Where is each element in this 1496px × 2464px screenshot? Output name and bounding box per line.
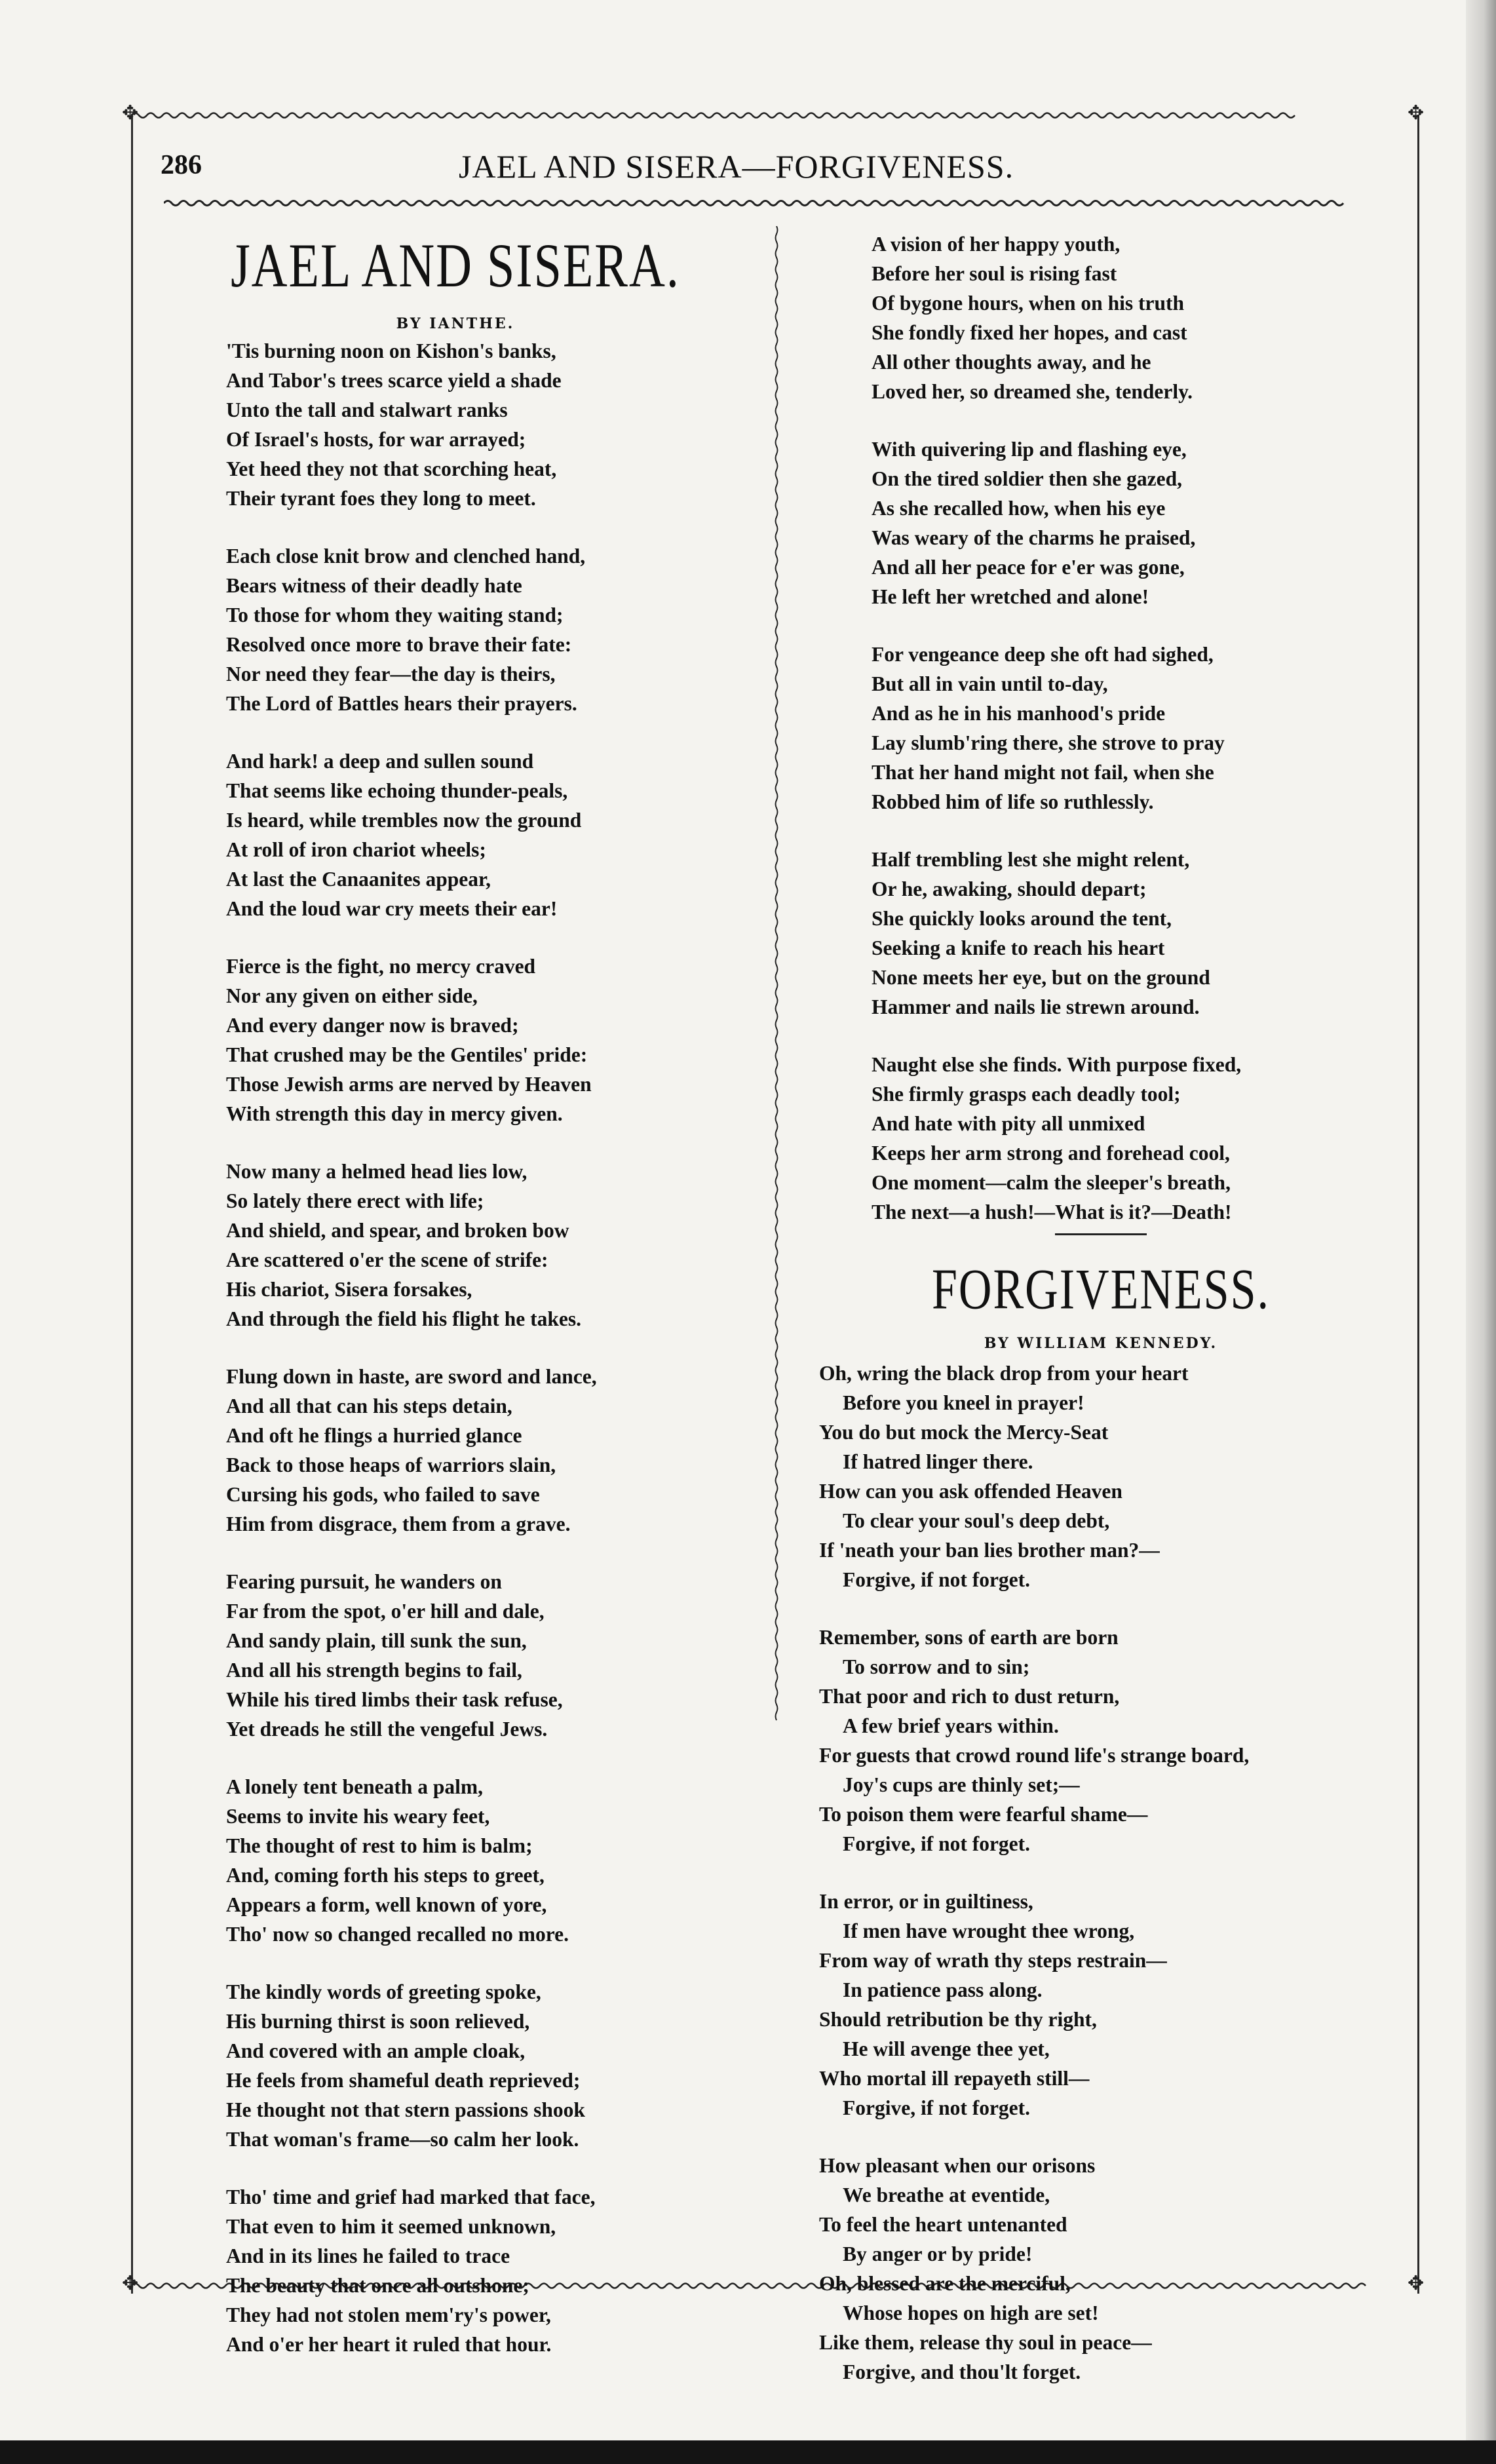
- verse-line: For guests that crowd round life's strange board,: [819, 1744, 1250, 1767]
- verse-line: That her hand might not fail, when she: [872, 761, 1214, 784]
- verse-line: Seeking a knife to reach his heart: [872, 936, 1165, 959]
- stanza: [872, 845, 1383, 1022]
- verse-line: And covered with an ample cloak,: [226, 2039, 526, 2062]
- poem-byline: BY WILLIAM KENNEDY.: [984, 1335, 1218, 1352]
- column-divider: [775, 226, 777, 2258]
- verse-line: At last the Canaanites appear,: [226, 868, 491, 891]
- verse-line: Yet dreads he still the vengeful Jews.: [226, 1718, 548, 1741]
- verse-line: Is heard, while trembles now the ground: [226, 809, 582, 832]
- verse-line: That even to him it seemed unknown,: [226, 2215, 556, 2238]
- verse-line: And every danger now is braved;: [226, 1014, 519, 1037]
- verse-line: Forgive, and thou'lt forget.: [843, 2360, 1081, 2383]
- stanza: [226, 541, 750, 718]
- verse-line: And as he in his manhood's pride: [872, 702, 1166, 725]
- verse-line: Far from the spot, o'er hill and dale,: [226, 1600, 545, 1623]
- verse-line: Fierce is the fight, no mercy craved: [226, 955, 536, 978]
- verse-line: He thought not that stern passions shook: [226, 2098, 585, 2121]
- verse-line: Joy's cups are thinly set;—: [843, 1773, 1080, 1796]
- stanza: [819, 1887, 1383, 2123]
- verse-line: Or he, awaking, should depart;: [872, 877, 1147, 900]
- verse-line: Nor need they fear—the day is theirs,: [226, 663, 556, 685]
- verse-line: He feels from shameful death reprieved;: [226, 2069, 581, 2092]
- stanza: [226, 1157, 750, 1334]
- left-column: [226, 231, 750, 2387]
- verse-line: His chariot, Sisera forsakes,: [226, 1278, 472, 1301]
- verse-line: If men have wrought thee wrong,: [843, 1919, 1135, 1942]
- corner-ornament-icon: ✥: [122, 102, 139, 125]
- verse-line: None meets her eye, but on the ground: [872, 966, 1210, 989]
- verse-line: And in its lines he failed to trace: [226, 2244, 510, 2267]
- verse-line: Those Jewish arms are nerved by Heaven: [226, 1073, 592, 1096]
- verse-line: Oh, wring the black drop from your heart: [819, 1362, 1189, 1385]
- verse-line: A few brief years within.: [843, 1714, 1059, 1737]
- verse-line: Forgive, if not forget.: [843, 1832, 1031, 1855]
- verse-line: Robbed him of life so ruthlessly.: [872, 790, 1154, 813]
- verse-line: And sandy plain, till sunk the sun,: [226, 1629, 527, 1652]
- verse-line: Half trembling lest she might relent,: [872, 848, 1190, 871]
- verse-line: Resolved once more to brave their fate:: [226, 633, 572, 656]
- verse-line: Each close knit brow and clenched hand,: [226, 545, 586, 568]
- stanza: [872, 434, 1383, 611]
- verse-line: The thought of rest to him is balm;: [226, 1834, 533, 1857]
- verse-line: Are scattered o'er the scene of strife:: [226, 1248, 548, 1271]
- poem-byline: BY IANTHE.: [396, 315, 515, 332]
- poem-separator-rule: [1055, 1233, 1147, 1235]
- stanza: [226, 952, 750, 1128]
- verse-line: Nor any given on either side,: [226, 984, 478, 1007]
- verse-line: The kindly words of greeting spoke,: [226, 1980, 541, 2003]
- right-column: [819, 229, 1383, 2387]
- verse-line: At roll of iron chariot wheels;: [226, 838, 486, 861]
- page-edge: [1466, 0, 1496, 2464]
- stanza: [226, 1567, 750, 1744]
- poem-body: [819, 1358, 1383, 2387]
- verse-line: That poor and rich to dust return,: [819, 1685, 1120, 1708]
- verse-line: And all that can his steps detain,: [226, 1395, 512, 1417]
- stanza: [819, 1358, 1383, 1594]
- verse-line: The next—a hush!—What is it?—Death!: [872, 1201, 1232, 1223]
- verse-line: While his tired limbs their task refuse,: [226, 1688, 563, 1711]
- running-title: JAEL AND SISERA—FORGIVENESS.: [459, 148, 1014, 185]
- stanza: [872, 229, 1383, 406]
- corner-ornament-icon: ✥: [1408, 102, 1425, 125]
- verse-line: She firmly grasps each deadly tool;: [872, 1083, 1181, 1106]
- verse-line: As she recalled how, when his eye: [872, 497, 1166, 520]
- verse-line: With quivering lip and flashing eye,: [872, 438, 1187, 461]
- verse-line: That crushed may be the Gentiles' pride:: [226, 1043, 588, 1066]
- verse-line: And o'er her heart it ruled that hour.: [226, 2333, 552, 2356]
- header-ornamental-rule: [164, 198, 1396, 208]
- verse-line: And, coming forth his steps to greet,: [226, 1864, 545, 1887]
- verse-line: Like them, release thy soul in peace—: [819, 2331, 1152, 2354]
- verse-line: With strength this day in mercy given.: [226, 1102, 563, 1125]
- verse-line: Keeps her arm strong and forehead cool,: [872, 1142, 1230, 1165]
- stanza: [226, 2182, 750, 2359]
- verse-line: To clear your soul's deep debt,: [843, 1509, 1110, 1532]
- verse-line: Yet heed they not that scorching heat,: [226, 457, 557, 480]
- verse-line: For vengeance deep she oft had sighed,: [872, 643, 1214, 666]
- verse-line: The beauty that once all outshone;: [226, 2274, 529, 2297]
- verse-line: A lonely tent beneath a palm,: [226, 1775, 484, 1798]
- verse-line: Back to those heaps of warriors slain,: [226, 1453, 556, 1476]
- verse-line: All other thoughts away, and he: [872, 351, 1151, 374]
- verse-line: A vision of her happy youth,: [872, 233, 1121, 256]
- stanza: [872, 640, 1383, 817]
- verse-line: How pleasant when our orisons: [819, 2154, 1096, 2177]
- verse-line: Now many a helmed head lies low,: [226, 1160, 527, 1183]
- verse-line: Cursing his gods, who failed to save: [226, 1483, 540, 1506]
- verse-line: And hate with pity all unmixed: [872, 1112, 1145, 1135]
- stanza: [226, 336, 750, 513]
- verse-line: And through the field his flight he takes.: [226, 1307, 582, 1330]
- verse-line: Before her soul is rising fast: [872, 262, 1117, 285]
- page-number: 286: [161, 150, 202, 180]
- verse-line: Appears a form, well known of yore,: [226, 1893, 547, 1916]
- verse-line: 'Tis burning noon on Kishon's banks,: [226, 339, 556, 362]
- verse-line: She quickly looks around the tent,: [872, 907, 1172, 930]
- verse-line: Naught else she finds. With purpose fixed,: [872, 1053, 1242, 1076]
- verse-line: And Tabor's trees scarce yield a shade: [226, 369, 562, 392]
- verse-line: And all her peace for e'er was gone,: [872, 556, 1185, 579]
- stanza: [819, 1623, 1383, 1858]
- verse-line: Should retribution be thy right,: [819, 2008, 1097, 2031]
- verse-line: Unto the tall and stalwart ranks: [226, 398, 508, 421]
- poem-body: [226, 336, 750, 2359]
- verse-line: But all in vain until to-day,: [872, 672, 1108, 695]
- verse-line: And shield, and spear, and broken bow: [226, 1219, 569, 1242]
- verse-line: And all his strength begins to fail,: [226, 1659, 522, 1682]
- verse-line: To those for whom they waiting stand;: [226, 604, 564, 626]
- verse-line: Tho' time and grief had marked that face,: [226, 2185, 596, 2208]
- poem-continuation: [819, 229, 1383, 1227]
- verse-line: Whose hopes on high are set!: [843, 2301, 1099, 2324]
- verse-line: Him from disgrace, them from a grave.: [226, 1512, 571, 1535]
- verse-line: If 'neath your ban lies brother man?—: [819, 1539, 1160, 1562]
- verse-line: The Lord of Battles hears their prayers.: [226, 692, 577, 715]
- verse-line: Loved her, so dreamed she, tenderly.: [872, 380, 1193, 403]
- stanza: [226, 1977, 750, 2154]
- verse-line: They had not stolen mem'ry's power,: [226, 2303, 551, 2326]
- corner-ornament-icon: ✥: [122, 2272, 139, 2295]
- stanza: [226, 746, 750, 923]
- verse-line: He will avenge thee yet,: [843, 2037, 1050, 2060]
- top-ornamental-border: [131, 110, 1417, 121]
- verse-line: Seems to invite his weary feet,: [226, 1805, 490, 1828]
- verse-line: He left her wretched and alone!: [872, 585, 1149, 608]
- verse-line: Before you kneel in prayer!: [843, 1391, 1084, 1414]
- verse-line: And the loud war cry meets their ear!: [226, 897, 558, 920]
- verse-line: To sorrow and to sin;: [843, 1655, 1030, 1678]
- verse-line: Oh, blessed are the merciful,: [819, 2272, 1071, 2295]
- verse-line: To feel the heart untenanted: [819, 2213, 1067, 2236]
- verse-line: To poison them were fearful shame—: [819, 1803, 1148, 1826]
- poem-title: FORGIVENESS.: [931, 1258, 1271, 1322]
- verse-line: That seems like echoing thunder-peals,: [226, 779, 568, 802]
- verse-line: Forgive, if not forget.: [843, 1568, 1031, 1591]
- verse-line: From way of wrath thy steps restrain—: [819, 1949, 1167, 1972]
- verse-line: And hark! a deep and sullen sound: [226, 750, 534, 773]
- scan-bottom-edge: [0, 2440, 1496, 2464]
- stanza: [819, 2151, 1383, 2387]
- verse-line: One moment—calm the sleeper's breath,: [872, 1171, 1231, 1194]
- poem-title: JAEL AND SISERA.: [231, 231, 680, 301]
- verse-line: How can you ask offended Heaven: [819, 1480, 1122, 1503]
- verse-line: Their tyrant foes they long to meet.: [226, 487, 536, 510]
- verse-line: Forgive, if not forget.: [843, 2096, 1031, 2119]
- verse-line: Fearing pursuit, he wanders on: [226, 1570, 502, 1593]
- corner-ornament-icon: ✥: [1408, 2272, 1425, 2295]
- verse-line: Remember, sons of earth are born: [819, 1626, 1119, 1649]
- verse-line: On the tired soldier then she gazed,: [872, 467, 1182, 490]
- verse-line: That woman's frame—so calm her look.: [226, 2128, 579, 2151]
- verse-line: Was weary of the charms he praised,: [872, 526, 1196, 549]
- verse-line: Hammer and nails lie strewn around.: [872, 995, 1200, 1018]
- verse-line: So lately there erect with life;: [226, 1189, 484, 1212]
- stanza: [226, 1362, 750, 1539]
- verse-line: You do but mock the Mercy-Seat: [819, 1421, 1109, 1444]
- verse-line: Flung down in haste, are sword and lance,: [226, 1365, 597, 1388]
- verse-line: And oft he flings a hurried glance: [226, 1424, 522, 1447]
- verse-line: If hatred linger there.: [843, 1450, 1033, 1473]
- stanza: [226, 1772, 750, 1949]
- stanza: [872, 1050, 1383, 1227]
- verse-line: By anger or by pride!: [843, 2243, 1033, 2265]
- verse-line: Of Israel's hosts, for war arrayed;: [226, 428, 526, 451]
- verse-line: His burning thirst is soon relieved,: [226, 2010, 530, 2033]
- verse-line: Who mortal ill repayeth still—: [819, 2067, 1090, 2090]
- verse-line: Tho' now so changed recalled no more.: [226, 1923, 569, 1946]
- verse-line: Of bygone hours, when on his truth: [872, 292, 1184, 315]
- verse-line: Bears witness of their deadly hate: [226, 574, 522, 597]
- verse-line: Lay slumb'ring there, she strove to pray: [872, 731, 1225, 754]
- verse-line: She fondly fixed her hopes, and cast: [872, 321, 1187, 344]
- verse-line: In error, or in guiltiness,: [819, 1890, 1033, 1913]
- verse-line: In patience pass along.: [843, 1978, 1043, 2001]
- verse-line: We breathe at eventide,: [843, 2184, 1050, 2206]
